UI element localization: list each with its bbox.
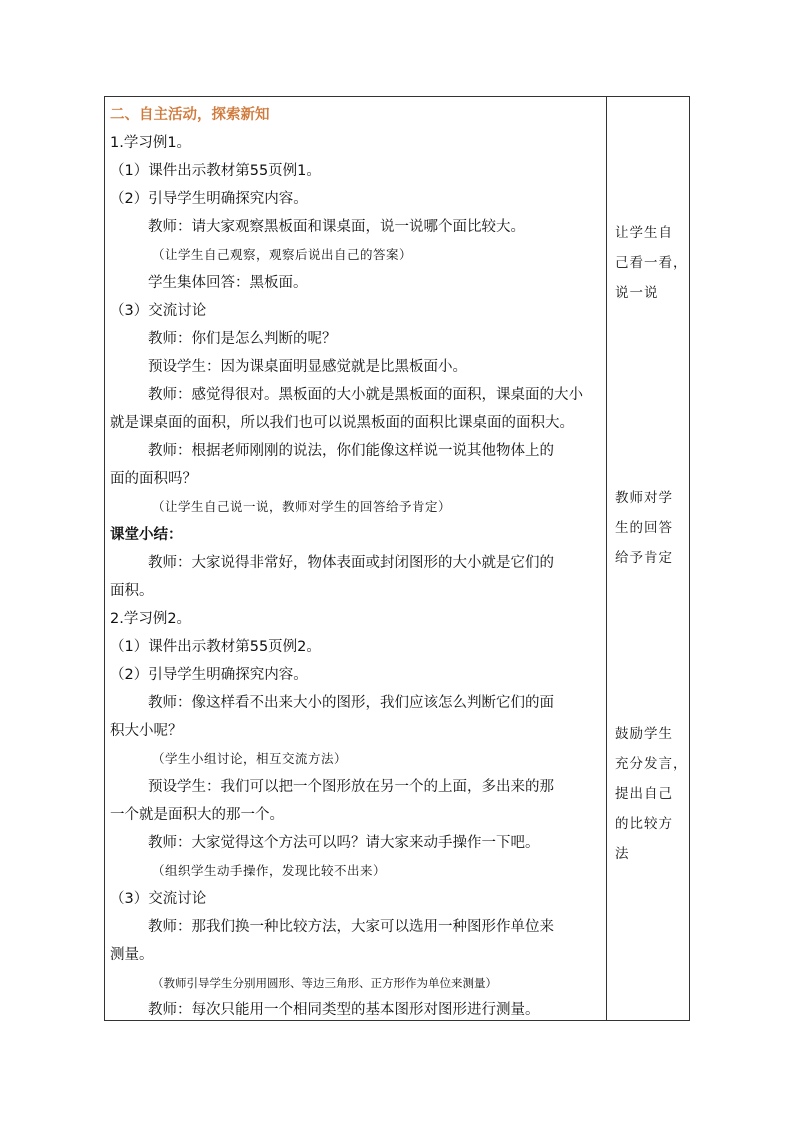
- section-heading: 二、自主活动，探索新知: [110, 107, 270, 123]
- dialogue-line: 预设学生：我们可以把一个图形放在另一个的上面，多出来的那: [148, 779, 554, 795]
- step-line: （2）引导学生明确探究内容。: [110, 191, 308, 207]
- side-note-1: 让学生自: [615, 225, 673, 241]
- dialogue-line: 教师：请大家观察黑板面和课桌面，说一说哪个面比较大。: [148, 219, 525, 235]
- dialogue-line: 教师：根据老师刚刚的说法，你们能像这样说一说其他物体上的: [148, 443, 554, 459]
- side-note-3: 的比较方: [615, 816, 673, 832]
- dialogue-line-cont: 就是课桌面的面积，所以我们也可以说黑板面的面积比课桌面的面积大。: [110, 415, 574, 431]
- step-line: （1）课件出示教材第55页例1。: [110, 163, 321, 179]
- step-line: （2）引导学生明确探究内容。: [110, 667, 308, 683]
- dialogue-line: 教师：那我们换一种比较方法，大家可以选用一种图形作单位来: [148, 919, 554, 935]
- side-note-3: 充分发言，: [615, 756, 688, 772]
- subsection-title: 2.学习例2。: [110, 611, 192, 627]
- note-line: （组织学生动手操作，发现比较不出来）: [152, 863, 387, 878]
- note-line: （教师引导学生分别用圆形、等边三角形、正方形作为单位来测量）: [152, 976, 497, 990]
- dialogue-line: 教师：每次只能用一个相同类型的基本图形对图形进行测量。: [148, 1002, 540, 1018]
- dialogue-line: 学生集体回答：黑板面。: [148, 275, 308, 291]
- dialogue-line-cont: 面的面积吗？: [110, 471, 197, 487]
- column-divider: [606, 97, 607, 1020]
- dialogue-line: 教师：大家说得非常好，物体表面或封闭图形的大小就是它们的: [148, 555, 554, 571]
- subsection-title: 1.学习例1。: [110, 135, 192, 151]
- note-line: （让学生自己观察，观察后说出自己的答案）: [152, 247, 413, 262]
- dialogue-line: 教师：大家觉得这个方法可以吗？请大家来动手操作一下吧。: [148, 835, 540, 851]
- side-note-2: 教师对学: [615, 490, 673, 506]
- step-line: （3）交流讨论: [110, 891, 207, 907]
- dialogue-line: 教师：像这样看不出来大小的图形，我们应该怎么判断它们的面: [148, 695, 554, 711]
- dialogue-line: 教师：你们是怎么判断的呢？: [148, 331, 337, 347]
- dialogue-line-cont: 一个就是面积大的那一个。: [110, 807, 284, 823]
- side-note-3: 提出自己: [615, 786, 673, 802]
- note-line: （让学生自己说一说，教师对学生的回答给予肯定）: [152, 499, 452, 514]
- side-note-1: 说一说: [615, 285, 659, 301]
- dialogue-line-cont: 面积。: [110, 583, 154, 599]
- side-note-2: 给予肯定: [615, 550, 673, 566]
- step-line: （1）课件出示教材第55页例2。: [110, 639, 321, 655]
- side-note-3: 鼓励学生: [615, 726, 673, 742]
- summary-heading: 课堂小结：: [110, 527, 183, 543]
- side-note-2: 生的回答: [615, 520, 673, 536]
- dialogue-line: 教师：感觉得很对。黑板面的大小就是黑板面的面积，课桌面的大小: [148, 387, 583, 403]
- step-line: （3）交流讨论: [110, 303, 207, 319]
- side-note-1: 己看一看，: [615, 255, 688, 271]
- note-line: （学生小组讨论，相互交流方法）: [152, 751, 348, 766]
- dialogue-line-cont: 积大小呢？: [110, 723, 183, 739]
- lesson-table: [104, 96, 690, 1021]
- dialogue-line: 预设学生：因为课桌面明显感觉就是比黑板面小。: [148, 359, 467, 375]
- dialogue-line-cont: 测量。: [110, 947, 154, 963]
- side-note-3: 法: [615, 846, 630, 862]
